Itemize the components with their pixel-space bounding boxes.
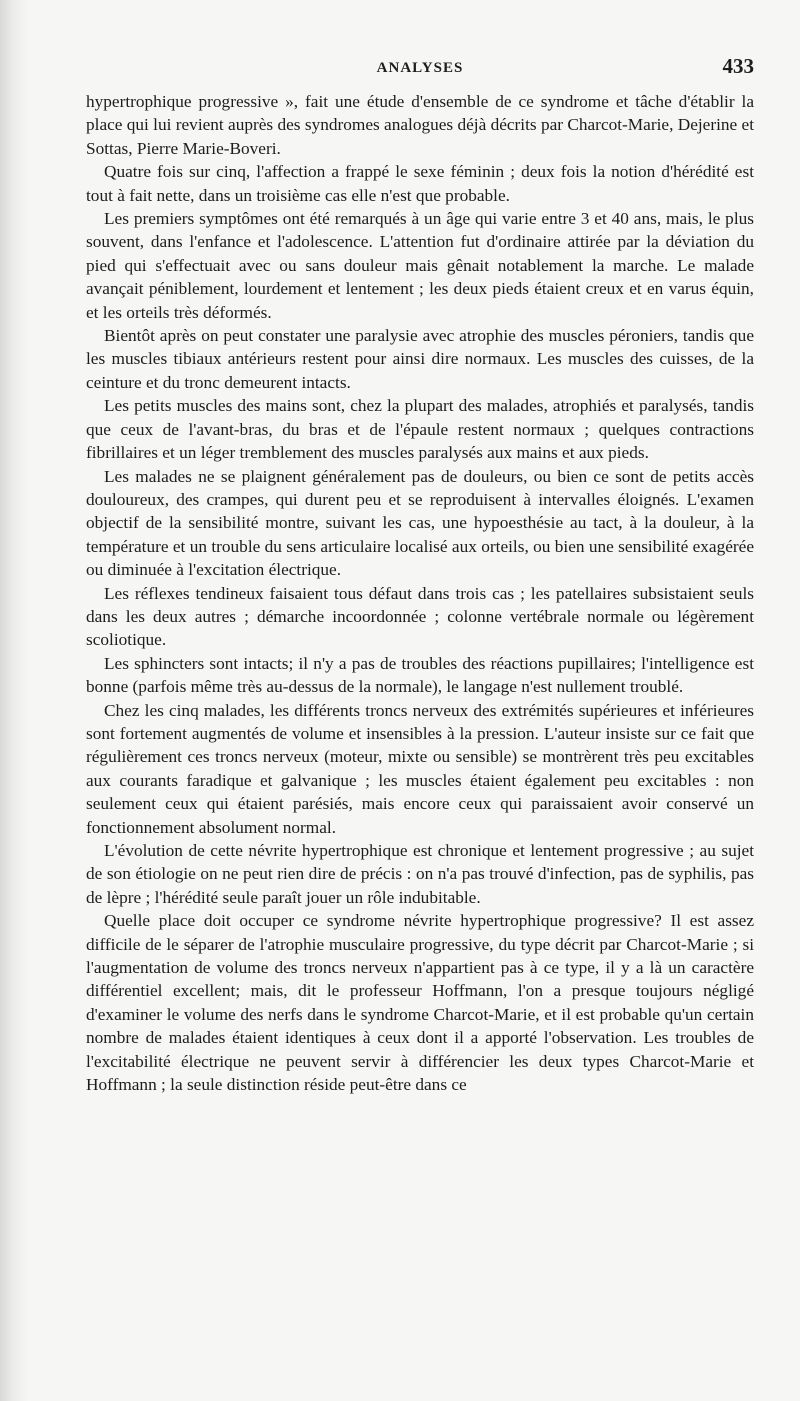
paragraph-pain-sensibility: Les malades ne se plaignent généralement pas de douleurs, ou bien ce sont de petits accès douloureux, des crampes, qui durent peu et se reproduisent à intervalles éloignés. L'examen objectif de la sensibilité montre, suivant les cas, une hypoesthésie au tact, à la douleur, à la température et un trouble du sens articulaire localisé aux orteils, ou bien une sensibilité exagérée ou diminuée à l'excitation électrique. — [86, 466, 754, 580]
running-title: ANALYSES — [376, 60, 464, 76]
paragraph-reflexes: Les réflexes tendineux faisaient tous défaut dans trois cas ; les patellaires subsistaient seuls dans les deux autres ; démarche incoordonnée ; colonne vertébrale normale ou légèrement scoliotique. — [86, 583, 754, 650]
paragraph-hand-muscles: Les petits muscles des mains sont, chez la plupart des malades, atrophiés et paralysés, tandis que ceux de l'avant-bras, du bras et de l'épaule restent normaux ; quelques contractions fibrillaires et un léger tremblement des muscles paralysés aux mains et aux pieds. — [86, 396, 754, 463]
running-head — [86, 50, 754, 90]
paragraph-sex-heredity: Quatre fois sur cinq, l'affection a frappé le sexe féminin ; deux fois la notion d'hérédité est tout à fait nette, dans un troisième cas elle n'est que probable. — [86, 162, 754, 205]
paragraph-continued: hypertrophique progressive », fait une étude d'ensemble de ce syndrome et tâche d'établir la place qui lui revient auprès des syndromes analogues déjà décrits par Charcot-Marie, Dejerine et Sottas, Pierre Marie-Boveri. — [86, 92, 754, 158]
paragraph-paralysis-peroneal: Bientôt après on peut constater une paralysie avec atrophie des muscles péroniers, tandis que les muscles tibiaux antérieurs restent pour ainsi dire normaux. Les muscles des cuisses, de la ceinture et du tronc demeurent intacts. — [86, 326, 754, 392]
paragraph-first-symptoms: Les premiers symptômes ont été remarqués à un âge qui varie entre 3 et 40 ans, mais, le plus souvent, dans l'enfance et l'adolescence. L'attention fut d'ordinaire attirée par la déviation du pied qui s'effectuait avec ou sans douleur mais gênait notablement la marche. Le malade avançait péniblement, lourdement et lentement ; les deux pieds étaient creux et en varus équin, et les orteils très déformés. — [86, 209, 754, 322]
paragraph-sphincters: Les sphincters sont intacts; il n'y a pas de troubles des réactions pupillaires; l'intelligence est bonne (parfois même très au-dessus de la normale), le langage n'est nullement troublé. — [86, 653, 754, 697]
paragraph-nerve-trunks: Chez les cinq malades, les différents troncs nerveux des extrémités supérieures et inférieures sont fortement augmentés de volume et insensibles à la pression. L'auteur insiste sur ce fait que régulièrement ces troncs nerveux (moteur, mixte ou sensible) se montrèrent très peu excitables aux courants faradique et galvanique ; les muscles étaient également peu excitables : non seulement ceux qui étaient parésiés, mais encore ceux qui paraissaient avoir conservé un fonctionnement absolument normal. — [86, 700, 754, 837]
paragraph-evolution: L'évolution de cette névrite hypertrophique est chronique et lentement progressive ; au sujet de son étiologie on ne peut rien dire de précis : on n'a pas trouvé d'infection, pas de syphilis, pas de lèpre ; l'hérédité seule paraît jouer un rôle indubitable. — [86, 841, 754, 907]
body-text — [86, 90, 754, 1096]
page-number: 433 — [722, 54, 754, 78]
paragraph-classification: Quelle place doit occuper ce syndrome névrite hypertrophique progressive? Il est assez difficile de le séparer de l'atrophie musculaire progressive, du type décrit par Charcot-Marie ; si l'augmentation de volume des troncs nerveux n'appartient pas à ce type, il y a là un caractère différentiel excellent; mais, dit le professeur Hoffmann, l'on a presque toujours négligé d'examiner le volume des nerfs dans le syndrome Charcot-Marie, et il est probable qu'un certain nombre de malades étaient identiques à ceux dont il a apporté l'observation. Les troubles de l'excitabilité électrique ne peuvent servir à différencier les deux types Charcot-Marie et Hoffmann ; la seule distinction réside peut-être dans ce — [86, 911, 754, 1095]
